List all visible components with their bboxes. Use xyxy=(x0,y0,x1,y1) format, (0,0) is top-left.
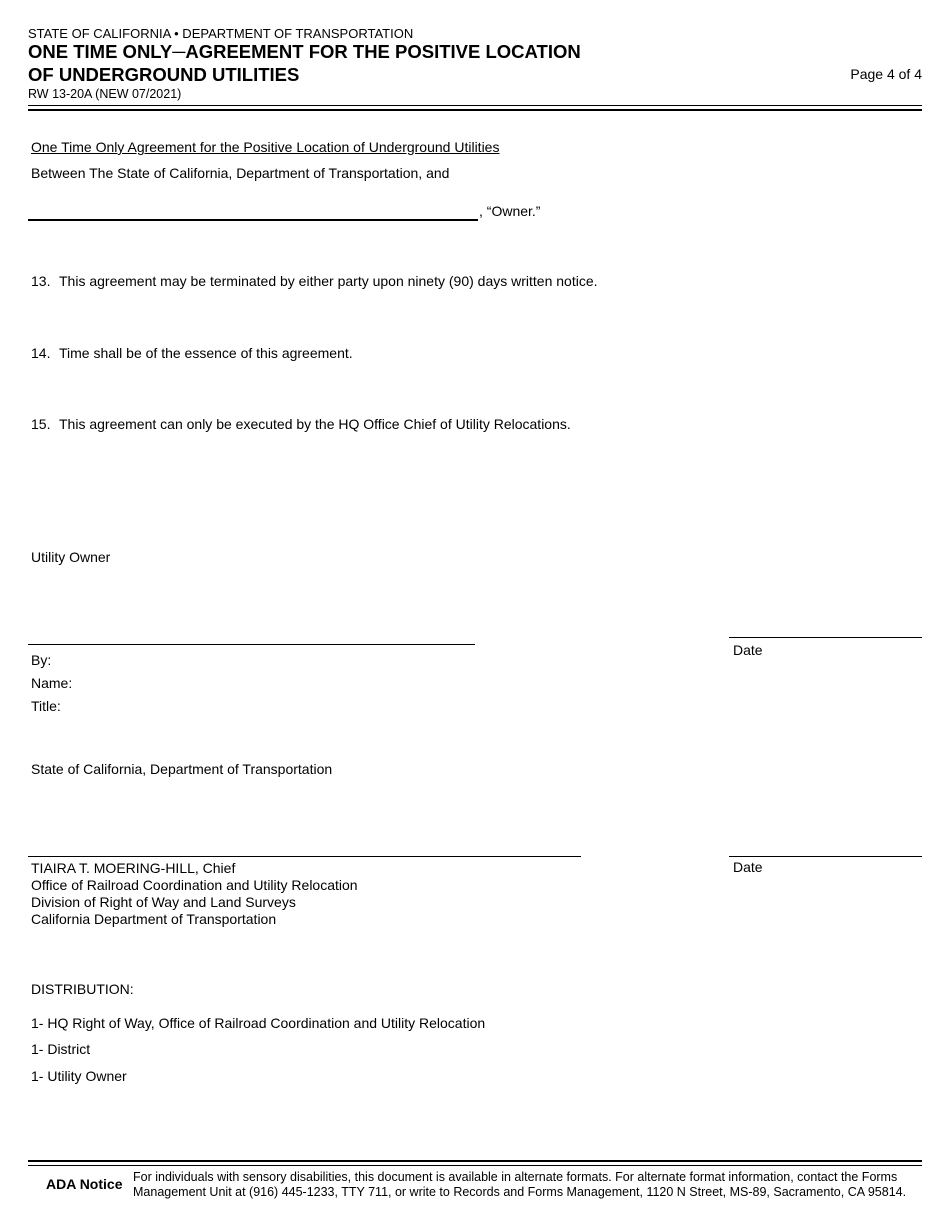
state-heading: State of California, Department of Transportation xyxy=(31,761,333,777)
distribution-item: 1- Utility Owner xyxy=(31,1068,127,1084)
clause-13 xyxy=(31,273,598,289)
clause-15 xyxy=(31,416,571,432)
footer-rule-bottom xyxy=(28,1165,922,1166)
form-number: RW 13-20A (NEW 07/2021) xyxy=(28,87,182,101)
clause-14 xyxy=(31,345,353,361)
clause-number: 15. xyxy=(31,416,51,432)
agency-name: STATE OF CALIFORNIA • DEPARTMENT OF TRANSPORTATION xyxy=(28,26,414,41)
state-date-label: Date xyxy=(733,859,763,875)
state-date-line[interactable] xyxy=(729,856,922,857)
ada-notice-line-1: For individuals with sensory disabilities, this document is available in alternate formats. For alternate format information, contact the Forms xyxy=(133,1170,898,1184)
clause-number: 14. xyxy=(31,345,51,361)
utility-signature-line[interactable] xyxy=(28,644,475,645)
by-label: By: xyxy=(31,652,52,668)
signer-division: Division of Right of Way and Land Surveys xyxy=(31,894,296,910)
signer-department: California Department of Transportation xyxy=(31,911,277,927)
signer-office: Office of Railroad Coordination and Utility Relocation xyxy=(31,877,358,893)
utility-owner-heading: Utility Owner xyxy=(31,549,111,565)
footer-rule-top xyxy=(28,1160,922,1162)
header-rule-top xyxy=(28,105,922,106)
ada-notice-text xyxy=(133,1170,906,1200)
distribution-item: 1- HQ Right of Way, Office of Railroad Coordination and Utility Relocation xyxy=(31,1015,486,1031)
state-signature-line[interactable] xyxy=(28,856,581,857)
page-number: Page 4 of 4 xyxy=(850,66,922,82)
distribution-heading: DISTRIBUTION: xyxy=(31,981,134,997)
ada-notice-label: ADA Notice xyxy=(46,1176,123,1192)
utility-date-line[interactable] xyxy=(729,637,922,638)
form-title-line-1: ONE TIME ONLY─AGREEMENT FOR THE POSITIVE LOCATION xyxy=(28,41,581,62)
clause-number: 13. xyxy=(31,273,51,289)
clause-text: This agreement may be terminated by either party upon ninety (90) days written notice. xyxy=(59,273,598,289)
utility-date-label: Date xyxy=(733,642,763,658)
owner-name-field[interactable] xyxy=(28,219,478,221)
distribution-item: 1- District xyxy=(31,1041,91,1057)
agreement-title: One Time Only Agreement for the Positive Location of Underground Utilities xyxy=(31,139,500,155)
agreement-parties: Between The State of California, Department of Transportation, and xyxy=(31,165,450,181)
owner-suffix: , “Owner.” xyxy=(479,203,541,219)
form-title-line-2: OF UNDERGROUND UTILITIES xyxy=(28,64,300,85)
clause-text: Time shall be of the essence of this agreement. xyxy=(59,345,353,361)
name-label: Name: xyxy=(31,675,73,691)
clause-text: This agreement can only be executed by the HQ Office Chief of Utility Relocations. xyxy=(59,416,571,432)
header-rule-bottom xyxy=(28,109,922,111)
signer-name: TIAIRA T. MOERING-HILL, Chief xyxy=(31,860,236,876)
title-label: Title: xyxy=(31,698,61,714)
ada-notice-line-2: Management Unit at (916) 445-1233, TTY 711, or write to Records and Forms Management, 1120 N Street, MS-89, Sacramento, CA 95814. xyxy=(133,1185,907,1199)
signer-block xyxy=(31,860,358,928)
